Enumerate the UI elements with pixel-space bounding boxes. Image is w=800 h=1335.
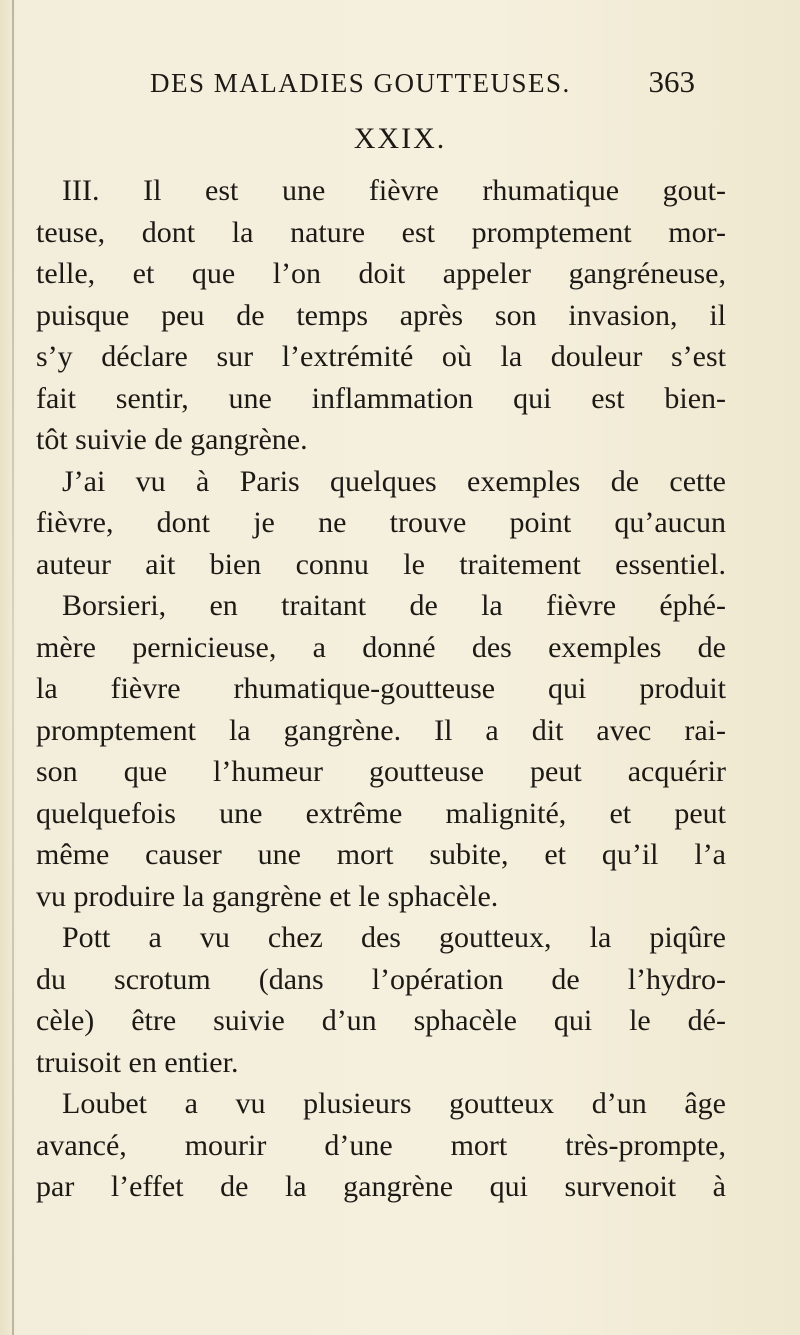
text-line: fièvre, dont je ne trouve point qu’aucun: [36, 506, 726, 539]
binding-edge: [12, 0, 14, 1335]
text-line: Borsieri, en traitant de la fièvre éphé-: [62, 589, 726, 622]
text-line: s’y déclare sur l’extrémité où la douleur s’est: [36, 340, 726, 373]
text-line: Pott a vu chez des goutteux, la piqûre: [62, 921, 726, 954]
text-line: tôt suivie de gangrène.: [36, 423, 308, 456]
text-line: auteur ait bien connu le traitement essentiel.: [36, 547, 726, 581]
text-line: la fièvre rhumatique-goutteuse qui produit: [36, 672, 726, 705]
section-title: XXIX.: [353, 122, 447, 155]
text-line: III. Il est une fièvre rhumatique gout-: [62, 174, 726, 207]
text-line: fait sentir, une inflammation qui est bien-: [36, 381, 726, 415]
text-line: puisque peu de temps après son invasion, il: [36, 298, 726, 332]
text-line: son que l’humeur goutteuse peut acquérir: [36, 755, 726, 788]
running-head: [150, 64, 695, 104]
text-line: telle, et que l’on doit appeler gangréneuse,: [36, 257, 726, 290]
text-line: du scrotum (dans l’opération de l’hydro-: [36, 962, 726, 996]
text-line: même causer une mort subite, et qu’il l’a: [36, 838, 726, 871]
text-line: Loubet a vu plusieurs goutteux d’un âge: [62, 1087, 726, 1120]
page-number: 363: [648, 64, 695, 99]
text-line: quelquefois une extrême malignité, et peut: [36, 796, 726, 830]
text-line: cèle) être suivie d’un sphacèle qui le dé-: [36, 1004, 726, 1037]
text-line: vu produire la gangrène et le sphacèle.: [36, 879, 499, 913]
running-title: DES MALADIES GOUTTEUSES.: [150, 68, 571, 98]
body-text: [36, 170, 726, 1208]
text-line: J’ai vu à Paris quelques exemples de cette: [62, 464, 726, 498]
text-line: avancé, mourir d’une mort très-prompte,: [36, 1128, 726, 1162]
text-line: truisoit en entier.: [36, 1045, 239, 1079]
text-line: promptement la gangrène. Il a dit avec rai-: [36, 713, 726, 747]
text-line: mère pernicieuse, a donné des exemples de: [36, 630, 726, 664]
text-line: teuse, dont la nature est promptement mor-: [36, 215, 726, 249]
text-line: par l’effet de la gangrène qui survenoit à: [36, 1170, 726, 1203]
